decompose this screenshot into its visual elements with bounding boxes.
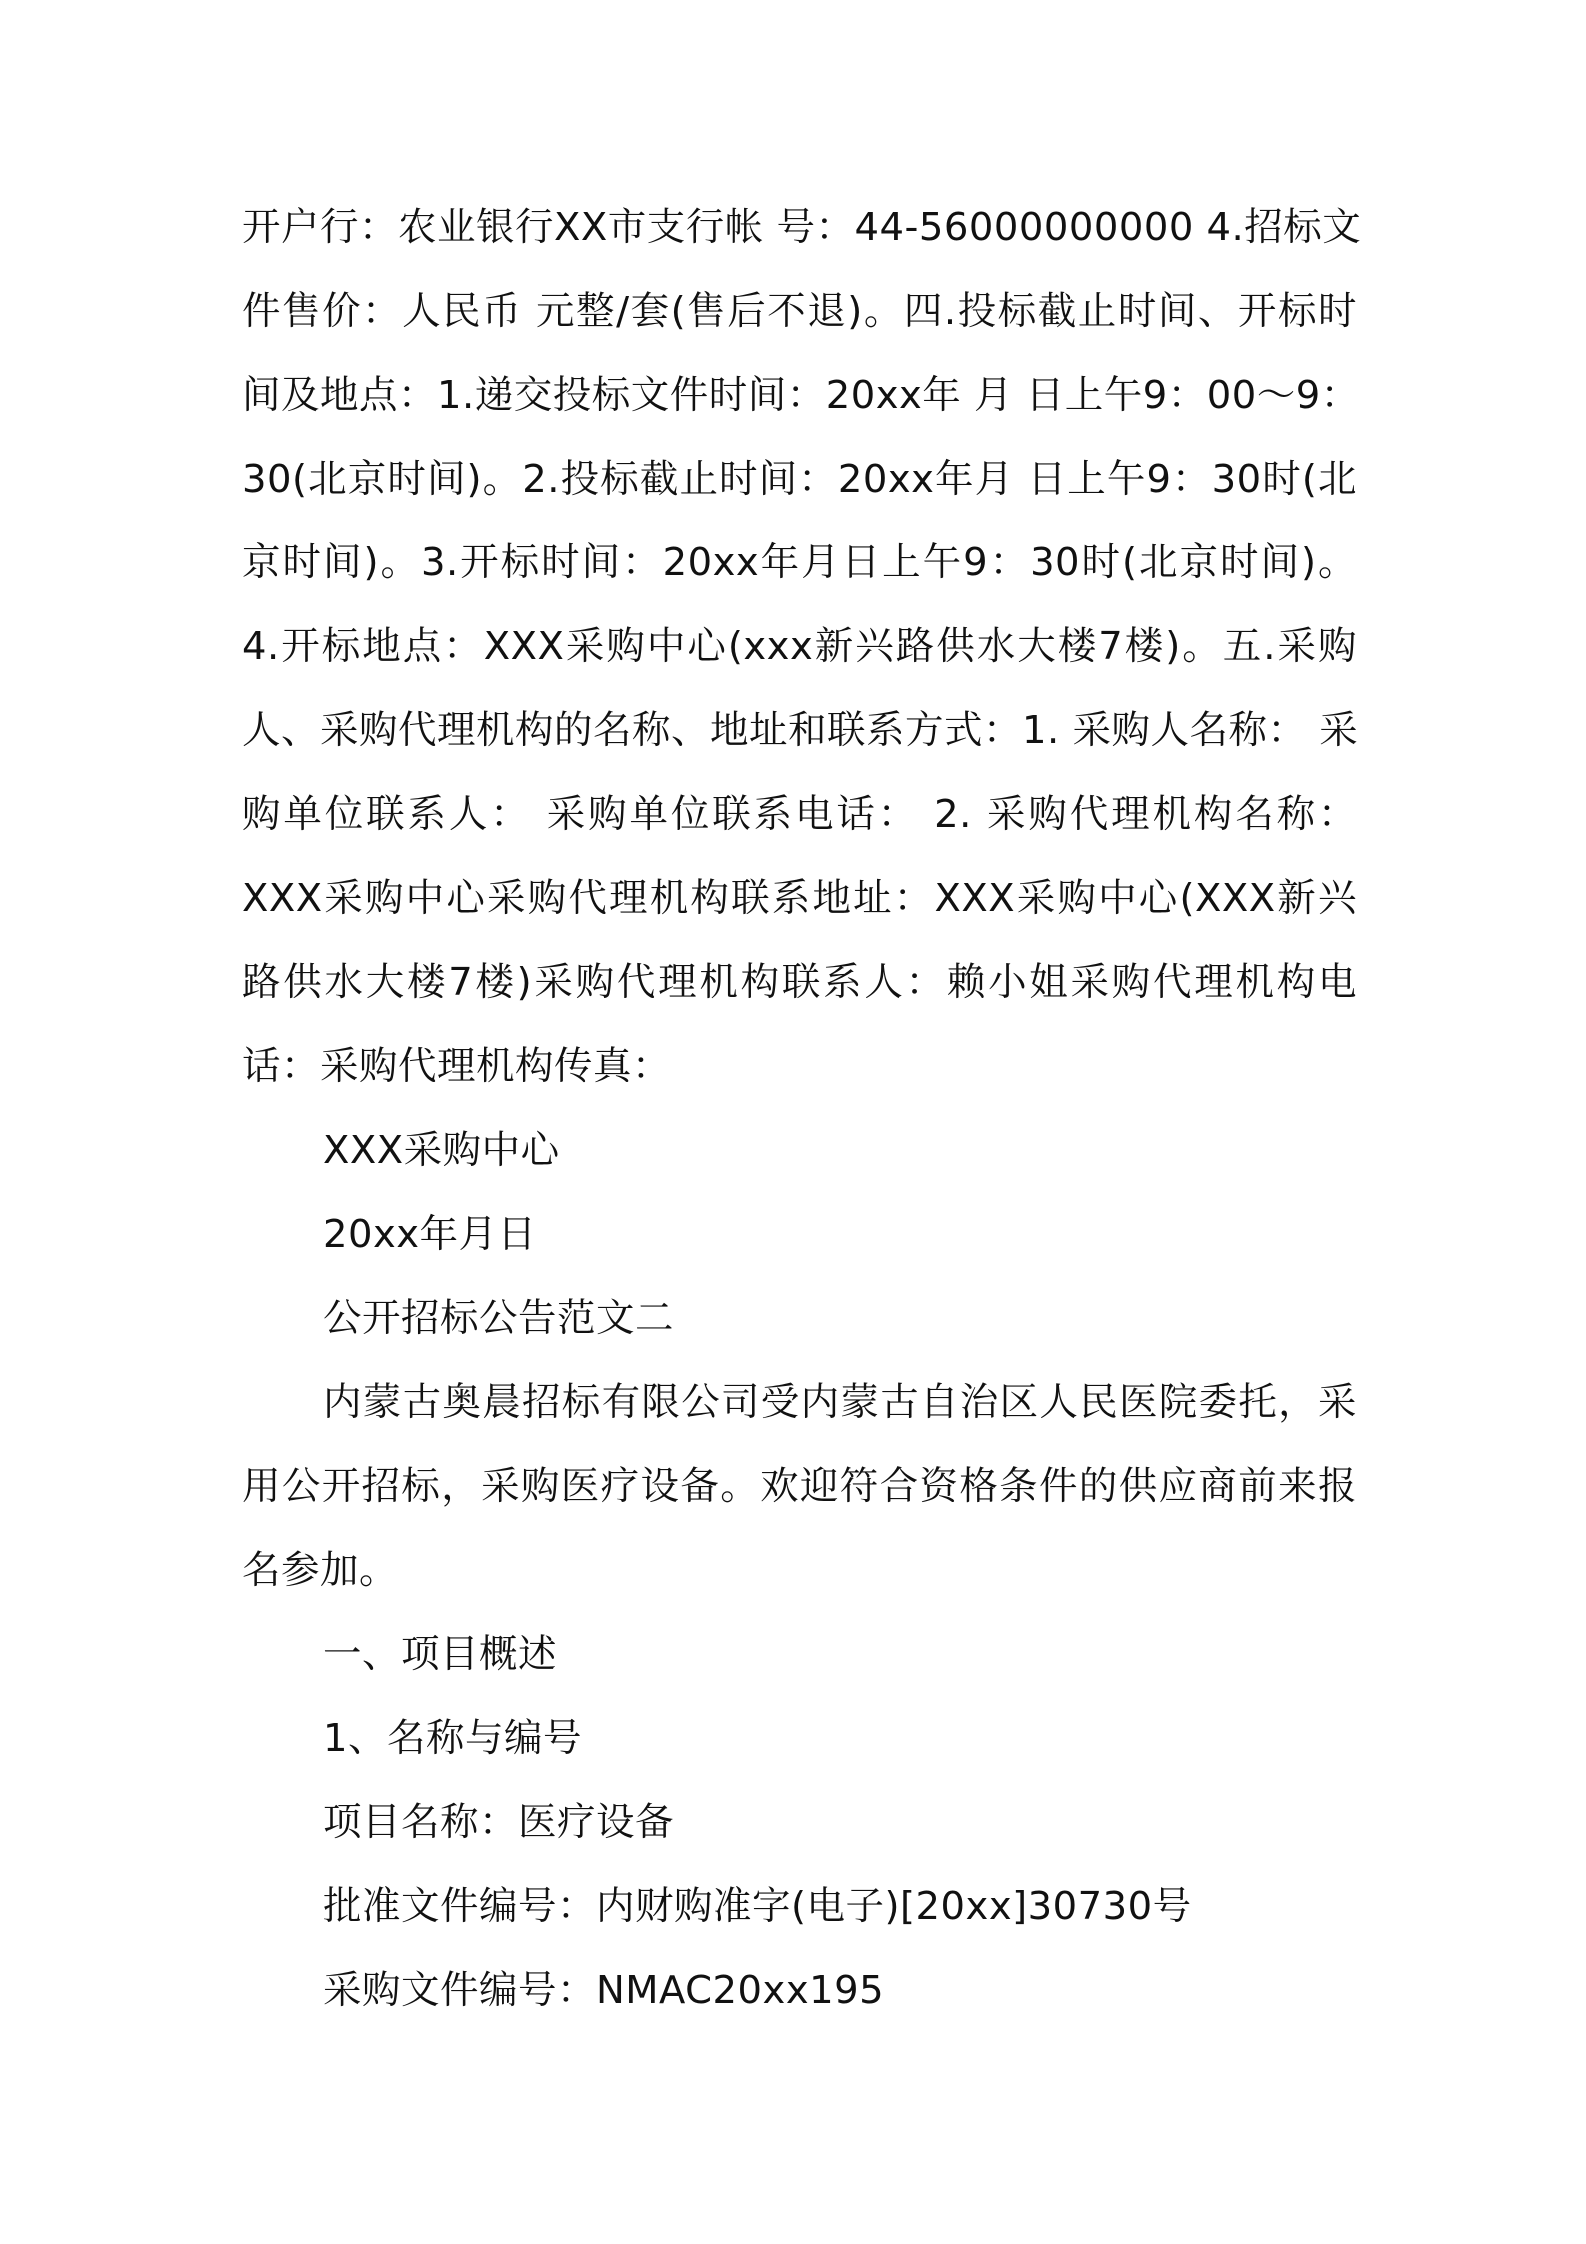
body-line-9: XXX采购中心采购代理机构联系地址：XXX采购中心(XXX新兴 xyxy=(242,876,1357,921)
procurement-number: 采购文件编号：NMAC20xx195 xyxy=(323,1968,885,2013)
body-line-4: 30(北京时间)。2.投标截止时间：20xx年月 日上午9：30时(北 xyxy=(242,457,1357,502)
name-and-number-heading: 1、名称与编号 xyxy=(323,1716,582,1761)
overview-heading: 一、项目概述 xyxy=(323,1632,558,1677)
project-name: 项目名称：医疗设备 xyxy=(323,1800,675,1845)
body-line-1: 开户行：农业银行XX市支行帐 号：44-56000000000 4.招标文 xyxy=(242,205,1362,250)
body-line-6: 4.开标地点：XXX采购中心(xxx新兴路供水大楼7楼)。五.采购 xyxy=(242,624,1357,669)
section-title: 公开招标公告范文二 xyxy=(323,1296,675,1341)
intro-line-3: 名参加。 xyxy=(242,1548,399,1593)
body-line-11: 话：采购代理机构传真： xyxy=(242,1044,672,1089)
body-line-2: 件售价：人民币 元整/套(售后不退)。四.投标截止时间、开标时 xyxy=(242,289,1357,334)
signature-organization: XXX采购中心 xyxy=(323,1128,560,1173)
intro-line-2: 用公开招标，采购医疗设备。欢迎符合资格条件的供应商前来报 xyxy=(242,1464,1357,1509)
body-line-8: 购单位联系人： 采购单位联系电话： 2. 采购代理机构名称： xyxy=(242,792,1357,837)
body-line-3: 间及地点：1.递交投标文件时间：20xx年 月 日上午9：00～9： xyxy=(242,373,1360,418)
approval-number: 批准文件编号：内财购准字(电子)[20xx]30730号 xyxy=(323,1884,1192,1929)
intro-line-1: 内蒙古奥晨招标有限公司受内蒙古自治区人民医院委托，采 xyxy=(323,1380,1357,1425)
body-line-10: 路供水大楼7楼)采购代理机构联系人：赖小姐采购代理机构电 xyxy=(242,960,1357,1005)
body-line-7: 人、采购代理机构的名称、地址和联系方式：1. 采购人名称： 采 xyxy=(242,708,1359,753)
body-line-5: 京时间)。3.开标时间：20xx年月日上午9：30时(北京时间)。 xyxy=(242,540,1357,585)
signature-date: 20xx年月日 xyxy=(323,1212,537,1257)
